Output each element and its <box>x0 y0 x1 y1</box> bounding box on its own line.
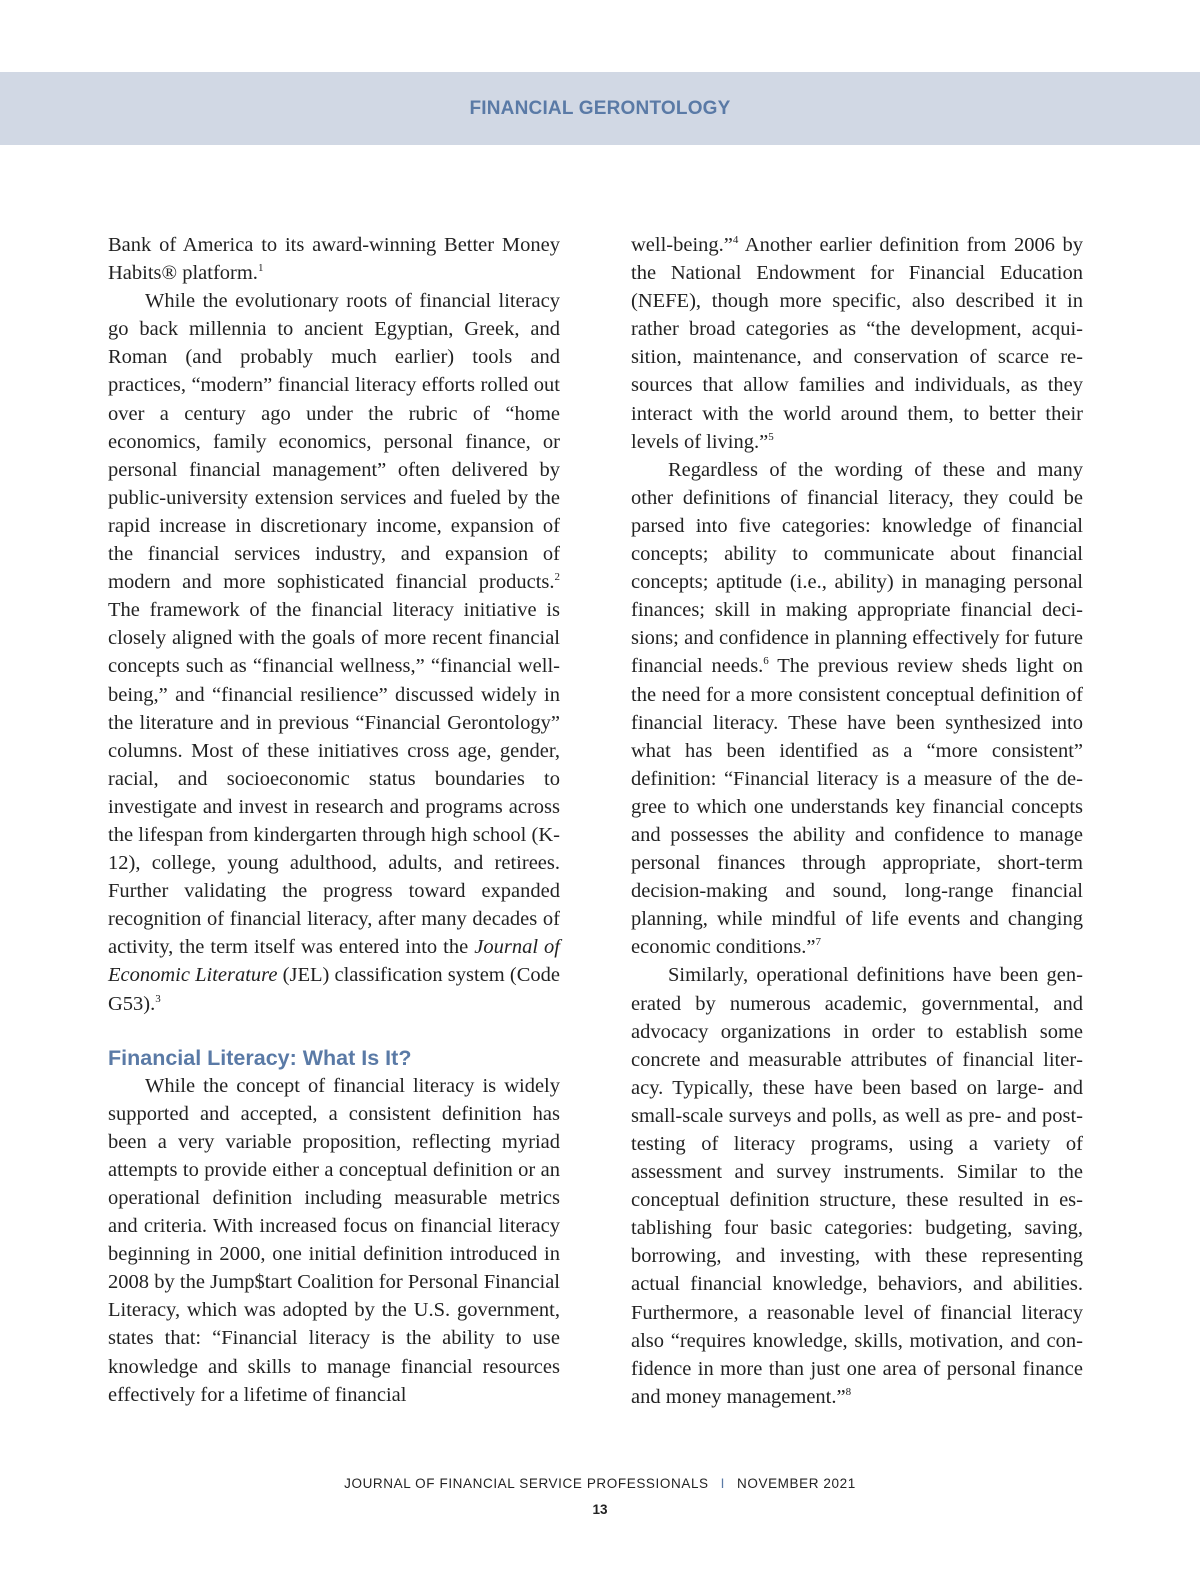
footnote-ref: 1 <box>257 262 264 275</box>
paragraph: well-being.”$^4$ Another earlier definition from 2006 by the National Endowment for Financial Education (NEFE), though more specific, also described it in rather broad categories as “the development, acquisition, maintenance, and conservation of scarce resources that allow families and individuals, as they interact with the world around them, to better their levels of living.”$^5$ <box>631 234 1083 453</box>
footer-journal-name: JOURNAL OF FINANCIAL SERVICE PROFESSIONALS <box>344 1476 709 1491</box>
paragraph: While the evolutionary roots of financial literacy go back millennia to ancient Egyptian, Greek, and Roman (and probably much earlier) tools and practices, “modern” financial literacy efforts rolled out over a century ago under the rubric of “home economics, family economics, personal finance, or personal financial management” often delivered by public-university extension services and fueled by the rapid increase in discretionary income, expansion of the financial services industry, and expansion of modern and more sophisticated financial products.$^2$ The framework of the financial literacy initiative is closely aligned with the goals of more recent financial concepts such as “financial wellness,” “financial well-being,” and “financial resilience” discussed widely in the literature and in previous “Financial Gerontology” columns. Most of these initiatives cross age, gender, racial, and socioeconomic status boundaries to investigate and invest in research and programs across the lifespan from kindergarten through high school (K-12), college, young adulthood, adults, and retirees. Further validating the progress toward expanded recognition of financial literacy, after many decades of activity, the term itself was entered into the Journal of Economic Literature (JEL) classification system (Code G53).$^3$ <box>108 290 560 1015</box>
page-footer <box>0 1476 1200 1491</box>
paragraph: Regardless of the wording of these and many other definitions of financial literacy, they could be parsed into five categories: knowledge of financial concepts; ability to communicate about financial concepts; aptitude (i.e., ability) in managing personal finances; skill in making appropriate financial decisions; and confidence in planning effectively for future financial needs.$^6$ The previous review sheds light on the need for a more consistent conceptual definition of financial literacy. These have been synthesized into what has been identified as a “more consistent” definition: “Financial literacy is a measure of the degree to which one understands key financial concepts and possesses the ability and confidence to manage personal finances through appropriate, short-term decision-making and sound, long-range financial planning, while mindful of life events and changing economic conditions.”$^7$ <box>631 458 1083 959</box>
footnote-ref: 6 <box>763 655 769 668</box>
footnote-ref: 8 <box>845 1385 852 1398</box>
journal-title: Journal of Economic Literature <box>108 936 560 987</box>
left-column <box>108 231 560 1409</box>
section-heading: Financial Literacy: What Is It? <box>108 1045 412 1070</box>
paragraph: Similarly, operational definitions have been generated by numerous academic, governmental, and advocacy organizations in order to establish some concrete and measurable attributes of financial literacy. Typically, these have been based on large- and small-scale surveys and polls, as well as pre- and post-testing of literacy programs, using a variety of assessment and survey instruments. Similar to the conceptual definition structure, these resulted in establishing four basic categories: budgeting, saving, borrowing, and investing, with these representing actual financial knowledge, behaviors, and abilities. Furthermore, a reasonable level of financial literacy also “requires knowledge, skills, motivation, and confidence in more than just one area of personal finance and money management.”$^8$ <box>631 964 1083 1408</box>
footnote-ref: 3 <box>155 992 161 1005</box>
footer-date: NOVEMBER 2021 <box>737 1476 856 1491</box>
running-header-title: FINANCIAL GERONTOLOGY <box>469 97 731 119</box>
footnote-ref: 4 <box>732 234 739 246</box>
paragraph: Bank of America to its award-winning Better Money Habits® platform.$^1$ <box>108 234 560 285</box>
footnote-ref: 2 <box>554 571 560 584</box>
right-column <box>631 231 1083 1411</box>
footer-separator: I <box>720 1476 726 1491</box>
page-number: 13 <box>592 1502 608 1517</box>
footnote-ref: 7 <box>815 936 821 949</box>
paragraph: While the concept of financial literacy is widely supported and accepted, a consistent definition has been a very variable proposition, reflecting myriad attempts to provide either a conceptual definition or an operational definition including measurable metrics and criteria. With increased focus on financial literacy beginning in 2000, one initial definition introduced in 2008 by the Jump$tart Coalition for Personal Financial Literacy, which was adopted by the U.S. government, states that: “Financial literacy is the ability to use knowledge and skills to manage financial resources effectively for a lifetime of financial <box>108 1074 560 1406</box>
running-header-band <box>0 72 1200 145</box>
footnote-ref: 5 <box>768 430 774 443</box>
